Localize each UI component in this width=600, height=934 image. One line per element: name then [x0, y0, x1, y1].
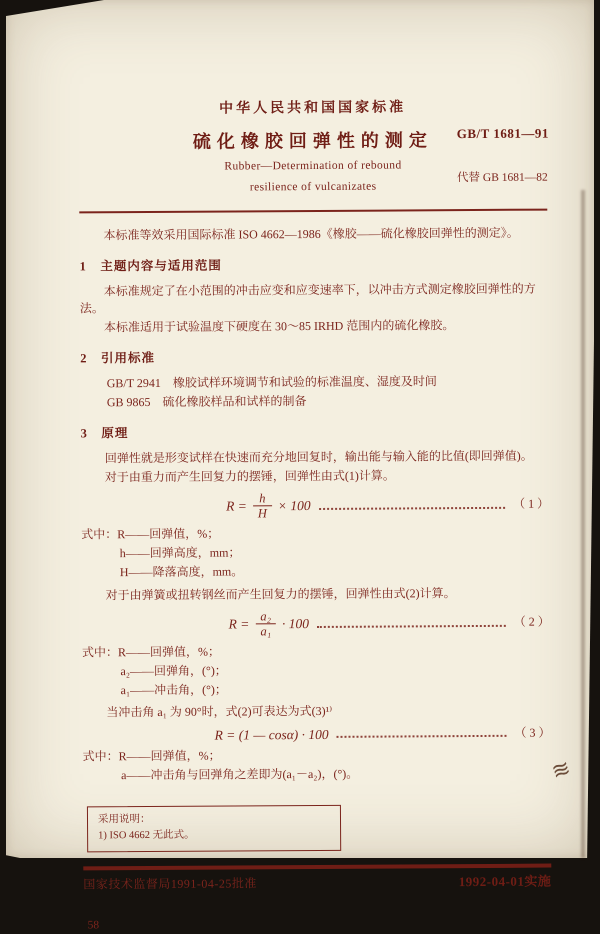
formula-2-suffix: · 100: [281, 616, 310, 632]
formula-1-expression: [226, 491, 311, 521]
formula-1-dotted-leader: [319, 507, 505, 510]
formula-1-legend-line-1: 式中：R——回弹值，%；: [81, 526, 220, 542]
section-2-title: 2 引用标准: [80, 350, 155, 366]
formula-2-legend-line-1: 式中：R——回弹值，%；: [81, 644, 221, 659]
formula-2-legend-line-2: a₂——回弹角，(°)；: [120, 663, 227, 678]
formula-2-numerator: a₂: [255, 609, 276, 625]
formula-2-legend-line-3: a₁——冲击角，(°)；: [120, 682, 227, 697]
formula-3-expression: [215, 725, 329, 743]
section-3-paragraph-3: 对于由弹簧或扭转钢丝而产生回复力的摆锤，回弹性由式(2)计算。: [105, 585, 456, 603]
formula-2-denominator: a₁: [260, 624, 272, 639]
formula-1-number: （ 1 ）: [513, 496, 550, 512]
page-number: 58: [87, 918, 100, 931]
standard-code: GB/T 1681—91: [456, 125, 549, 142]
section-1-paragraph-1: 本标准规定了在小范围的冲击应变和应变速率下，以冲击方式测定橡胶回弹性的方法。: [79, 281, 536, 316]
standard-code-block: [457, 125, 549, 188]
footer: [83, 872, 551, 893]
formula-1-lhs: R =: [226, 498, 247, 514]
formula-2-expression: [229, 609, 310, 639]
formula-2-spacer: [82, 624, 229, 625]
formula-3-spacer: [82, 735, 214, 736]
effective-date: 1992-04-01实施: [458, 873, 552, 889]
approval-text: 国家技术监督局1991-04-25批准: [83, 875, 257, 891]
section-1-title: 1 主题内容与适用范围: [79, 258, 222, 274]
document-title-en-line1: Rubber—Determination of rebound: [224, 159, 402, 173]
document-title: 硫化橡胶回弹性的测定: [192, 130, 433, 152]
scan-edge-shadow: [581, 190, 585, 858]
formula-2-fraction: [255, 609, 276, 639]
formula-3-number: （ 3 ）: [514, 725, 551, 740]
document-page: [6, 0, 594, 931]
section-3-title: 3 原理: [80, 426, 129, 441]
standard-org-title: 中华人民共和国国家标准: [219, 100, 407, 117]
formula-1-fraction: [253, 491, 272, 521]
formula-1-legend-line-2: h——回弹高度，mm；: [119, 545, 241, 560]
formula-1-numerator: h: [253, 491, 272, 506]
intro-paragraph: 本标准等效采用国际标准 ISO 4662—1986《橡胶——硫化橡胶回弹性的测定》。: [103, 225, 519, 243]
document-title-en-line2: resilience of vulcanizates: [249, 180, 377, 194]
formula-3-legend-line-2: a——冲击角与回弹角之差即为(a₁－a₂)，(°)。: [121, 766, 359, 782]
replaces-note: 代替 GB 1681—82: [456, 171, 548, 185]
formula-1-spacer: [81, 506, 226, 507]
formula-2-dotted-leader: [317, 624, 506, 627]
formula-1-suffix: × 100: [277, 498, 311, 514]
page-content: [78, 0, 552, 931]
section-1-paragraph-2: 本标准适用于试验温度下硬度在 30～85 IRHD 范围内的硫化橡胶。: [103, 318, 455, 335]
section-3-paragraph-4: 当冲击角 a₁ 为 90°时，式(2)可表达为式(3)¹⁾: [106, 703, 333, 719]
footer-rule: [83, 863, 551, 870]
handwritten-mark: ≋: [548, 755, 574, 786]
formula-2: [82, 607, 550, 640]
header-divider: [79, 209, 547, 214]
formula-3-dotted-leader: [337, 735, 507, 738]
adoption-note-line-1: 1) ISO 4662 无此式。: [98, 829, 195, 841]
formula-2-number: （ 2 ）: [513, 614, 550, 629]
section-3-paragraph-2: 对于由重力而产生回复力的摆锤，回弹性由式(1)计算。: [104, 468, 395, 485]
formula-1: [81, 490, 549, 523]
formula-2-lhs: R =: [228, 616, 250, 632]
referenced-standard-1: GB/T 2941 橡胶试样环境调节和试验的标准温度、湿度及时间: [106, 374, 437, 391]
formula-3-legend-line-1: 式中：R——回弹值，%；: [82, 748, 221, 763]
referenced-standard-2: GB 9865 硫化橡胶样品和试样的制备: [106, 394, 307, 410]
formula-3: [82, 724, 550, 744]
formula-1-legend-line-3: H——降落高度，mm。: [119, 564, 244, 579]
adoption-note-box: [87, 804, 341, 852]
formula-3-body: R = (1 — cosα) · 100: [214, 726, 329, 743]
adoption-note-title: 采用说明：: [97, 813, 151, 825]
section-3-paragraph-1: 回弹性就是形变试样在快速而充分地回复时，输出能与输入能的比值(即回弹值)。: [104, 448, 533, 466]
formula-1-denominator: H: [257, 506, 267, 521]
